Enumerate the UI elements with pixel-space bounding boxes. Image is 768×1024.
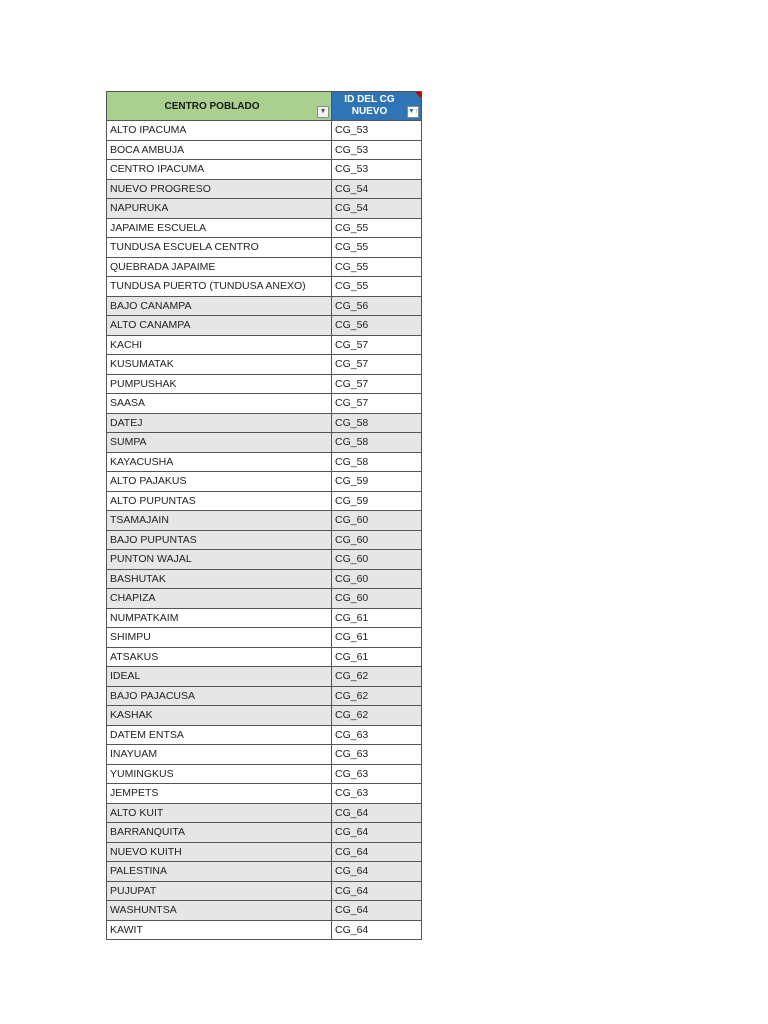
- cell-centro-poblado[interactable]: NAPURUKA: [107, 199, 332, 219]
- cell-id-cg[interactable]: CG_60: [332, 511, 422, 531]
- cell-id-cg[interactable]: CG_53: [332, 140, 422, 160]
- cell-id-cg[interactable]: CG_59: [332, 472, 422, 492]
- cell-id-cg[interactable]: CG_60: [332, 530, 422, 550]
- table-row: [107, 316, 422, 336]
- cell-centro-poblado[interactable]: JEMPETS: [107, 784, 332, 804]
- table-row: [107, 901, 422, 921]
- table-row: [107, 589, 422, 609]
- table-row: [107, 355, 422, 375]
- table-row: [107, 433, 422, 453]
- cell-id-cg[interactable]: CG_64: [332, 823, 422, 843]
- table-row: [107, 160, 422, 180]
- cell-id-cg[interactable]: CG_57: [332, 335, 422, 355]
- cell-centro-poblado[interactable]: INAYUAM: [107, 745, 332, 765]
- table-row: [107, 277, 422, 297]
- cell-centro-poblado[interactable]: BOCA AMBUJA: [107, 140, 332, 160]
- cell-centro-poblado[interactable]: KAYACUSHA: [107, 452, 332, 472]
- column-header-label: CENTRO POBLADO: [164, 100, 260, 112]
- cell-centro-poblado[interactable]: KUSUMATAK: [107, 355, 332, 375]
- table-row: [107, 823, 422, 843]
- cell-id-cg[interactable]: CG_64: [332, 803, 422, 823]
- table-row: [107, 472, 422, 492]
- table-row: [107, 881, 422, 901]
- cell-id-cg[interactable]: CG_58: [332, 433, 422, 453]
- sort-filter-icon[interactable]: ▼↑: [407, 106, 419, 118]
- table-row: [107, 238, 422, 258]
- cell-centro-poblado[interactable]: ALTO KUIT: [107, 803, 332, 823]
- cell-centro-poblado[interactable]: BAJO CANAMPA: [107, 296, 332, 316]
- cell-centro-poblado[interactable]: TUNDUSA PUERTO (TUNDUSA ANEXO): [107, 277, 332, 297]
- cell-id-cg[interactable]: CG_53: [332, 160, 422, 180]
- cell-id-cg[interactable]: CG_55: [332, 218, 422, 238]
- table-row: [107, 218, 422, 238]
- table-row: [107, 140, 422, 160]
- cell-id-cg[interactable]: CG_60: [332, 589, 422, 609]
- table-row: [107, 296, 422, 316]
- cell-centro-poblado[interactable]: PALESTINA: [107, 862, 332, 882]
- cell-id-cg[interactable]: CG_60: [332, 550, 422, 570]
- cell-centro-poblado[interactable]: JAPAIME ESCUELA: [107, 218, 332, 238]
- table-row: [107, 842, 422, 862]
- table-row: [107, 121, 422, 141]
- cell-centro-poblado[interactable]: SAASA: [107, 394, 332, 414]
- cell-centro-poblado[interactable]: NUEVO PROGRESO: [107, 179, 332, 199]
- cell-centro-poblado[interactable]: KASHAK: [107, 706, 332, 726]
- cell-id-cg[interactable]: CG_63: [332, 725, 422, 745]
- table-row: [107, 745, 422, 765]
- cell-id-cg[interactable]: CG_64: [332, 842, 422, 862]
- cell-centro-poblado[interactable]: NUMPATKAIM: [107, 608, 332, 628]
- table-row: [107, 784, 422, 804]
- cell-centro-poblado[interactable]: KAWIT: [107, 920, 332, 940]
- table-row: [107, 608, 422, 628]
- cell-centro-poblado[interactable]: BARRANQUITA: [107, 823, 332, 843]
- cell-id-cg[interactable]: CG_58: [332, 452, 422, 472]
- cell-id-cg[interactable]: CG_64: [332, 901, 422, 921]
- spreadsheet-table: [106, 91, 422, 940]
- cell-centro-poblado[interactable]: NUEVO KUITH: [107, 842, 332, 862]
- table-row: [107, 394, 422, 414]
- table-row: [107, 764, 422, 784]
- table-row: [107, 199, 422, 219]
- comment-indicator-icon: [415, 92, 421, 98]
- cell-centro-poblado[interactable]: DATEJ: [107, 413, 332, 433]
- cell-centro-poblado[interactable]: ALTO PUPUNTAS: [107, 491, 332, 511]
- cell-id-cg[interactable]: CG_55: [332, 257, 422, 277]
- cell-id-cg[interactable]: CG_61: [332, 608, 422, 628]
- cell-id-cg[interactable]: CG_63: [332, 764, 422, 784]
- table-row: [107, 647, 422, 667]
- cell-id-cg[interactable]: CG_56: [332, 296, 422, 316]
- cell-id-cg[interactable]: CG_61: [332, 628, 422, 648]
- cell-centro-poblado[interactable]: BASHUTAK: [107, 569, 332, 589]
- table-row: [107, 706, 422, 726]
- cell-centro-poblado[interactable]: BAJO PUPUNTAS: [107, 530, 332, 550]
- cell-centro-poblado[interactable]: PUJUPAT: [107, 881, 332, 901]
- cell-id-cg[interactable]: CG_56: [332, 316, 422, 336]
- cell-id-cg[interactable]: CG_54: [332, 179, 422, 199]
- table-row: [107, 511, 422, 531]
- cell-centro-poblado[interactable]: DATEM ENTSA: [107, 725, 332, 745]
- table-row: [107, 667, 422, 687]
- cell-centro-poblado[interactable]: CENTRO IPACUMA: [107, 160, 332, 180]
- table-row: [107, 686, 422, 706]
- cell-centro-poblado[interactable]: BAJO PAJACUSA: [107, 686, 332, 706]
- cell-id-cg[interactable]: CG_63: [332, 745, 422, 765]
- column-header-id-cg-nuevo[interactable]: [332, 92, 422, 121]
- cell-id-cg[interactable]: CG_63: [332, 784, 422, 804]
- cell-centro-poblado[interactable]: YUMINGKUS: [107, 764, 332, 784]
- cell-centro-poblado[interactable]: WASHUNTSA: [107, 901, 332, 921]
- cell-centro-poblado[interactable]: ALTO PAJAKUS: [107, 472, 332, 492]
- cell-id-cg[interactable]: CG_62: [332, 686, 422, 706]
- table-row: [107, 374, 422, 394]
- table-row: [107, 530, 422, 550]
- cell-id-cg[interactable]: CG_61: [332, 647, 422, 667]
- cell-id-cg[interactable]: CG_54: [332, 199, 422, 219]
- table-row: [107, 335, 422, 355]
- cell-centro-poblado[interactable]: ATSAKUS: [107, 647, 332, 667]
- column-header-centro-poblado[interactable]: [107, 92, 332, 121]
- table-row: [107, 920, 422, 940]
- table-body: [107, 121, 422, 940]
- cell-centro-poblado[interactable]: PUMPUSHAK: [107, 374, 332, 394]
- table-row: [107, 862, 422, 882]
- cell-centro-poblado[interactable]: PUNTON WAJAL: [107, 550, 332, 570]
- table-row: [107, 628, 422, 648]
- table-row: [107, 550, 422, 570]
- cell-centro-poblado[interactable]: CHAPIZA: [107, 589, 332, 609]
- cell-id-cg[interactable]: CG_57: [332, 394, 422, 414]
- cell-id-cg[interactable]: CG_60: [332, 569, 422, 589]
- cell-centro-poblado[interactable]: QUEBRADA JAPAIME: [107, 257, 332, 277]
- cell-id-cg[interactable]: CG_53: [332, 121, 422, 141]
- cell-centro-poblado[interactable]: ALTO IPACUMA: [107, 121, 332, 141]
- cell-id-cg[interactable]: CG_55: [332, 238, 422, 258]
- cell-centro-poblado[interactable]: ALTO CANAMPA: [107, 316, 332, 336]
- cell-id-cg[interactable]: CG_57: [332, 374, 422, 394]
- table-row: [107, 803, 422, 823]
- table-row: [107, 452, 422, 472]
- cell-id-cg[interactable]: CG_62: [332, 667, 422, 687]
- cell-centro-poblado[interactable]: SUMPA: [107, 433, 332, 453]
- cell-id-cg[interactable]: CG_58: [332, 413, 422, 433]
- cell-id-cg[interactable]: CG_64: [332, 862, 422, 882]
- table-row: [107, 257, 422, 277]
- cell-centro-poblado[interactable]: TUNDUSA ESCUELA CENTRO: [107, 238, 332, 258]
- cell-id-cg[interactable]: CG_57: [332, 355, 422, 375]
- table-row: [107, 569, 422, 589]
- table-row: [107, 413, 422, 433]
- table-row: [107, 725, 422, 745]
- table-row: [107, 179, 422, 199]
- cell-centro-poblado[interactable]: KACHI: [107, 335, 332, 355]
- cell-centro-poblado[interactable]: IDEAL: [107, 667, 332, 687]
- cell-id-cg[interactable]: CG_55: [332, 277, 422, 297]
- table-row: [107, 491, 422, 511]
- cell-id-cg[interactable]: CG_64: [332, 881, 422, 901]
- cell-id-cg[interactable]: CG_64: [332, 920, 422, 940]
- cell-centro-poblado[interactable]: SHIMPU: [107, 628, 332, 648]
- header-row: [107, 92, 422, 121]
- cell-id-cg[interactable]: CG_62: [332, 706, 422, 726]
- cell-id-cg[interactable]: CG_59: [332, 491, 422, 511]
- cell-centro-poblado[interactable]: TSAMAJAIN: [107, 511, 332, 531]
- column-header-label: ID DEL CG NUEVO: [344, 94, 395, 117]
- filter-dropdown-icon[interactable]: ▼: [317, 106, 329, 118]
